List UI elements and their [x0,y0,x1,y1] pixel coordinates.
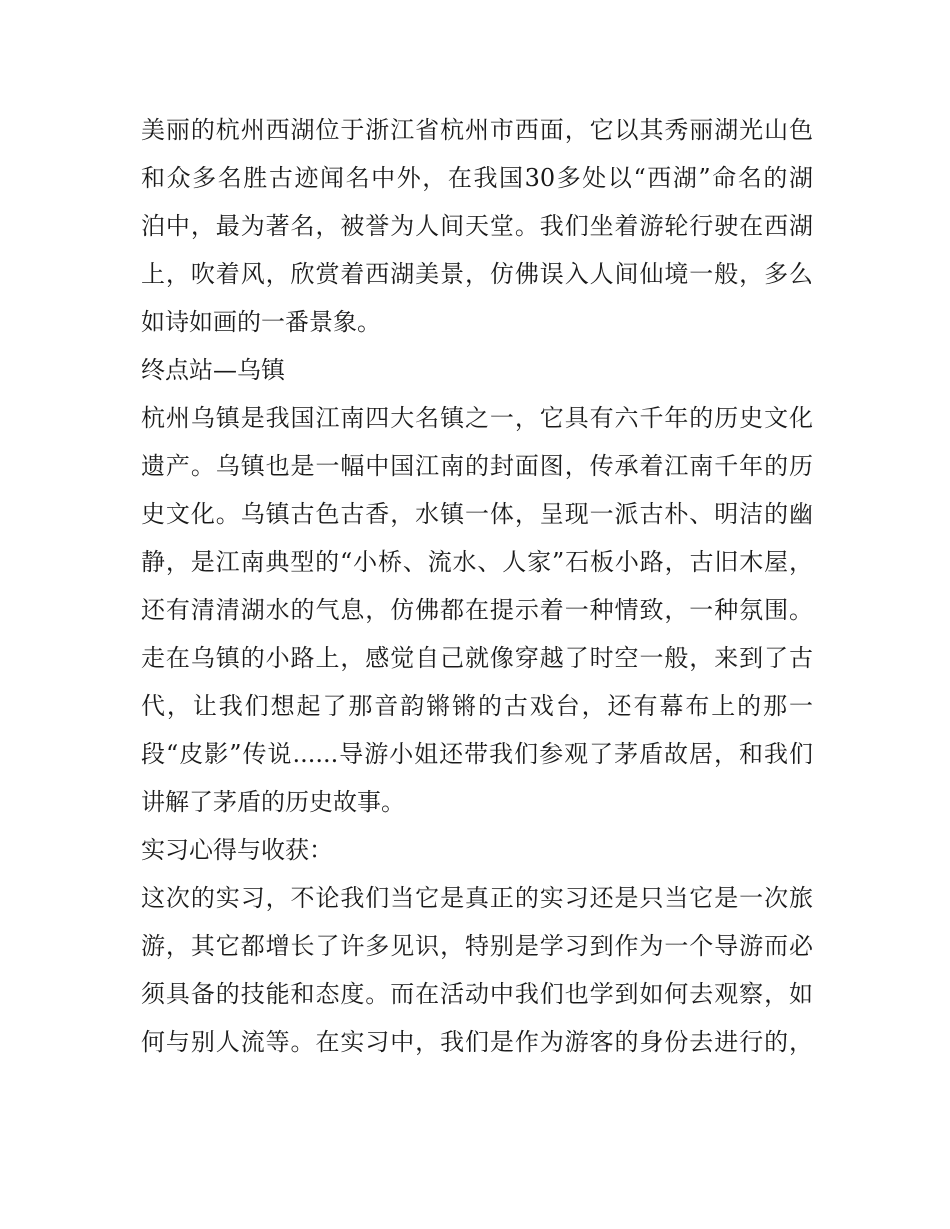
section-heading-summary [141,826,813,874]
text-line: 美丽的杭州西湖位于浙江省杭州市西面，它以其秀丽湖光山色 [141,116,813,144]
text-line: 静，是江南典型的“小桥、流水、人家”石板小路，古旧木屋， [141,548,813,576]
heading-text: 终点站—乌镇 [141,356,285,384]
section-heading-wuzhen [141,346,813,394]
text-line: 史文化。乌镇古色古香，水镇一体，呈现一派古朴、明洁的幽 [141,500,813,528]
text-line: 走在乌镇的小路上，感觉自己就像穿越了时空一般，来到了古 [141,644,813,672]
text-line: 遗产。乌镇也是一幅中国江南的封面图，传承着江南千年的历 [141,452,813,480]
text-line: 上，吹着风，欣赏着西湖美景，仿佛误入人间仙境一般，多么 [141,260,813,288]
text-line: 游，其它都增长了许多见识，特别是学习到作为一个导游而必 [141,932,813,960]
text-line: 段“皮影”传说......导游小姐还带我们参观了茅盾故居，和我们 [141,740,813,768]
paragraph-wuzhen [141,394,813,826]
text-line: 和众多名胜古迹闻名中外，在我国30多处以“西湖”命名的湖 [141,164,813,192]
text-line: 还有清清湖水的气息，仿佛都在提示着一种情致，一种氛围。 [141,596,813,624]
text-line: 须具备的技能和态度。而在活动中我们也学到如何去观察，如 [141,980,813,1008]
paragraph-summary [141,874,813,1066]
text-line: 泊中，最为著名，被誉为人间天堂。我们坐着游轮行驶在西湖 [141,212,813,240]
text-line: 如诗如画的一番景象。 [141,308,381,336]
text-line: 何与别人流等。在实习中，我们是作为游客的身份去进行的， [141,1028,813,1056]
text-line: 讲解了茅盾的历史故事。 [141,788,405,816]
paragraph-west-lake [141,106,813,346]
text-line: 代，让我们想起了那音韵锵锵的古戏台，还有幕布上的那一 [141,692,813,720]
text-line: 这次的实习，不论我们当它是真正的实习还是只当它是一次旅 [141,884,813,912]
document-body [141,106,813,1066]
heading-text: 实习心得与收获： [141,836,333,864]
text-line: 杭州乌镇是我国江南四大名镇之一，它具有六千年的历史文化 [141,404,813,432]
